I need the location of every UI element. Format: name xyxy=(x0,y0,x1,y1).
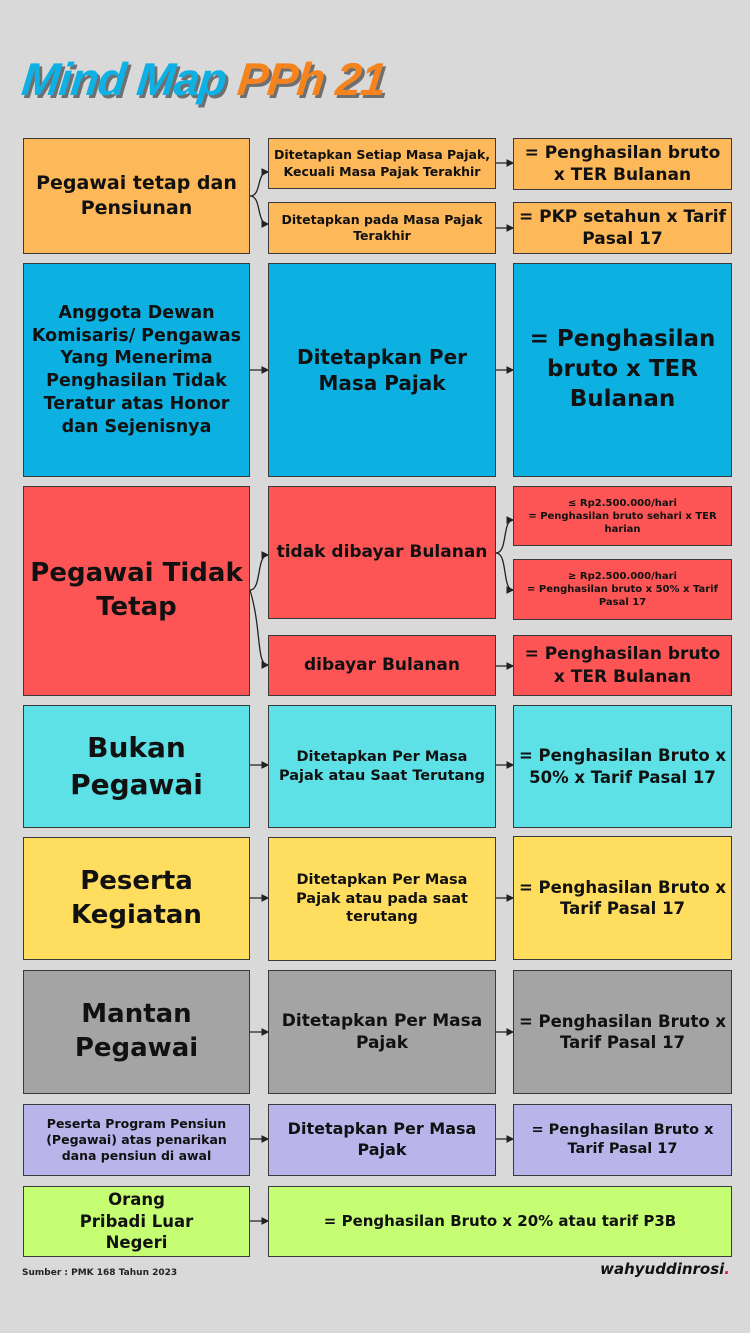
formula-bruto-20-p3b: = Penghasilan Bruto x 20% atau tarif P3B xyxy=(268,1186,732,1257)
category-bukan-pegawai: Bukan Pegawai xyxy=(23,705,250,828)
title-part-1: Mind Map xyxy=(19,53,229,105)
formula-text: = Penghasilan bruto sehari x TER harian xyxy=(528,510,717,535)
formula-pkp-setahun: = PKP setahun x Tarif Pasal 17 xyxy=(513,202,732,254)
source-citation: Sumber : PMK 168 Tahun 2023 xyxy=(22,1268,178,1278)
condition-dibayar-bulanan: dibayar Bulanan xyxy=(268,635,496,696)
formula-text: = Penghasilan bruto x 50% x Tarif Pasal 17 xyxy=(527,584,718,608)
formula-ter-bulanan: = Penghasilan bruto x TER Bulanan xyxy=(513,138,732,190)
condition-masa-pajak-terakhir: Ditetapkan pada Masa Pajak Terakhir xyxy=(268,202,496,254)
threshold-above: ≥ Rp2.500.000/hari xyxy=(568,571,677,582)
formula-bruto-tarif-17: = Penghasilan Bruto x Tarif Pasal 17 xyxy=(513,836,732,960)
formula-ter-bulanan: = Penghasilan bruto x TER Bulanan xyxy=(513,263,732,477)
brand-logo xyxy=(600,1260,730,1278)
formula-bruto-tarif-17: = Penghasilan Bruto x Tarif Pasal 17 xyxy=(513,970,732,1094)
formula-ter-harian xyxy=(513,486,732,546)
condition-setiap-masa-pajak: Ditetapkan Setiap Masa Pajak, Kecuali Masa Pajak Terakhir xyxy=(268,138,496,189)
formula-ter-bulanan: = Penghasilan bruto x TER Bulanan xyxy=(513,635,732,696)
condition-tidak-dibayar-bulanan: tidak dibayar Bulanan xyxy=(268,486,496,619)
condition-per-masa-pajak: Ditetapkan Per Masa Pajak xyxy=(268,970,496,1094)
title-part-2: PPh 21 xyxy=(235,53,389,105)
brand-name: wahyuddinrosi xyxy=(600,1260,725,1278)
formula-50-percent xyxy=(513,559,732,620)
category-mantan-pegawai: Mantan Pegawai xyxy=(23,970,250,1094)
condition-per-masa-atau-saat-terutang: Ditetapkan Per Masa Pajak atau pada saat terutang xyxy=(268,837,496,961)
page-title xyxy=(19,52,388,106)
brand-dot: . xyxy=(724,1260,730,1278)
category-peserta-kegiatan: Peserta Kegiatan xyxy=(23,837,250,960)
condition-per-masa-pajak: Ditetapkan Per Masa Pajak xyxy=(268,263,496,477)
category-pegawai-tidak-tetap: Pegawai Tidak Tetap xyxy=(23,486,250,696)
formula-bruto-tarif-17: = Penghasilan Bruto x Tarif Pasal 17 xyxy=(513,1104,732,1176)
category-pegawai-tetap: Pegawai tetap dan Pensiunan xyxy=(23,138,250,254)
threshold-below: ≤ Rp2.500.000/hari xyxy=(568,497,677,509)
category-peserta-program-pensiun: Peserta Program Pensiun (Pegawai) atas penarikan dana pensiun di awal xyxy=(23,1104,250,1176)
condition-per-masa-pajak: Ditetapkan Per Masa Pajak xyxy=(268,1104,496,1176)
category-orang-pribadi-luar-negeri: Orang Pribadi Luar Negeri xyxy=(23,1186,250,1257)
formula-bruto-50-tarif-17: = Penghasilan Bruto x 50% x Tarif Pasal 17 xyxy=(513,705,732,828)
condition-per-masa-atau-terutang: Ditetapkan Per Masa Pajak atau Saat Terutang xyxy=(268,705,496,828)
category-anggota-dewan-komisaris: Anggota Dewan Komisaris/ Pengawas Yang Menerima Penghasilan Tidak Teratur atas Honor dan Sejenisnya xyxy=(23,263,250,477)
